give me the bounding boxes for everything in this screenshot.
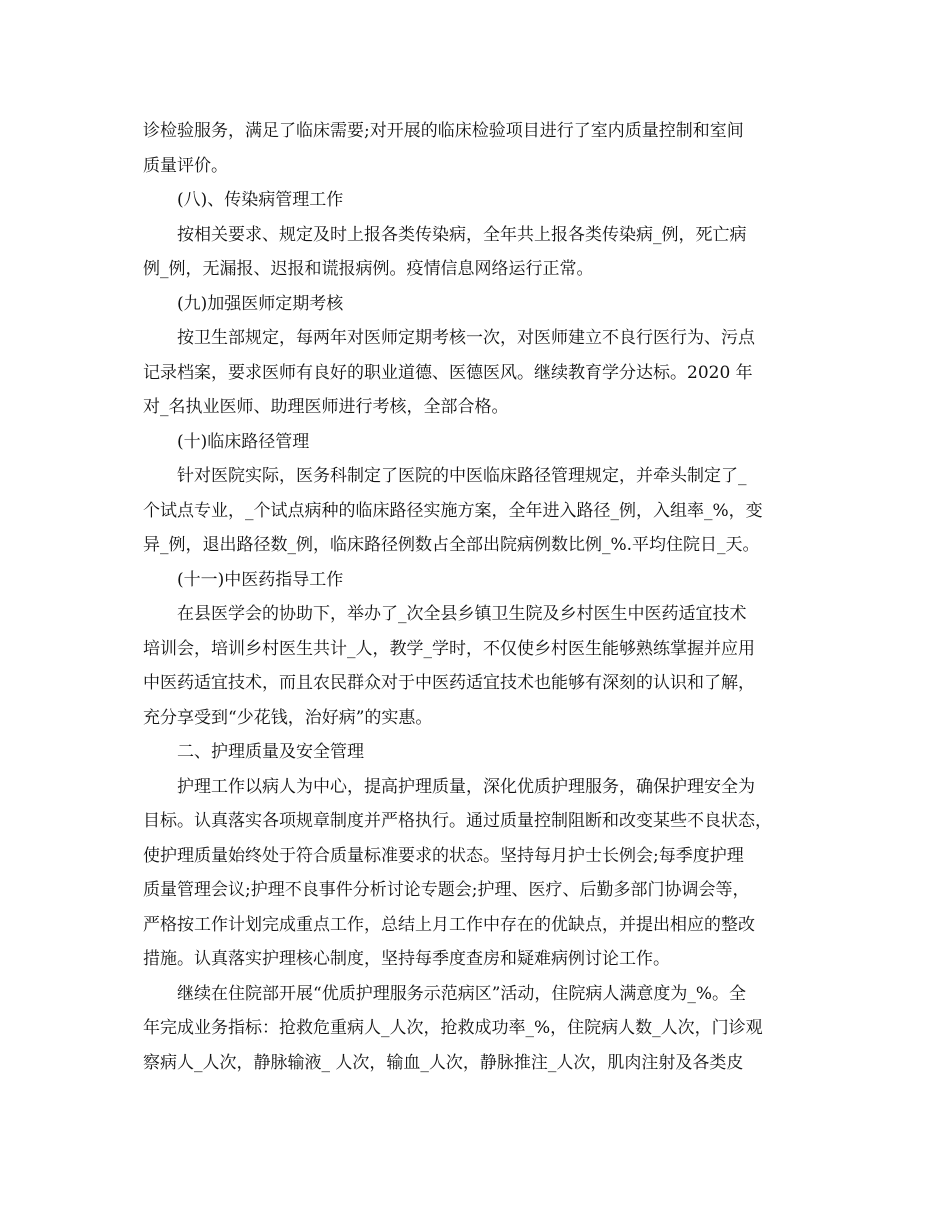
- text-line: 质量评价。: [143, 155, 228, 176]
- text-line: 异_例，退出路径数_例，临床路径例数占全部出院病例数比例_%.平均住院日_天。: [143, 535, 760, 555]
- text-line: 中医药适宜技术，而且农民群众对于中医药适宜技术也能够有深刻的认识和了解，: [143, 673, 755, 693]
- text-line: 对_名执业医师、助理医师进行考核，全部合格。: [143, 397, 509, 417]
- text-line: 针对医院实际，医务科制定了医院的中医临床路径管理规定，并牵头制定了_: [177, 466, 747, 486]
- text-line: 目标。认真落实各项规章制度并严格执行。通过质量控制阻断和改变某些不良状态，: [143, 811, 772, 831]
- text-line: 使护理质量始终处于符合质量标准要求的状态。坚持每月护士长例会;每季度护理: [143, 845, 744, 866]
- text-line: 在县医学会的协助下，举办了_次全县乡镇卫生院及乡村医生中医药适宜技术: [177, 604, 747, 624]
- text-line: (十)临床路径管理: [177, 431, 310, 452]
- text-line: 严格按工作计划完成重点工作，总结上月工作中存在的优缺点，并提出相应的整改: [143, 914, 755, 935]
- text-line: 按卫生部规定，每两年对医师定期考核一次，对医师建立不良行医行为、污点: [177, 328, 755, 348]
- document-body: [143, 114, 833, 1080]
- text-line: 察病人_人次，静脉输液_ 人次，输血_人次，静脉推注_人次，肌肉注射及各类皮: [143, 1052, 744, 1073]
- text-line: 个试点专业，_个试点病种的临床路径实施方案，全年进入路径_例，入组率_%，变: [143, 500, 763, 521]
- text-line: 培训会，培训乡村医生共计_人，教学_学时，不仅使乡村医生能够熟练掌握并应用: [143, 638, 755, 659]
- text-line: 二、护理质量及安全管理: [177, 742, 364, 762]
- text-line: 护理工作以病人为中心，提高护理质量，深化优质护理服务，确保护理安全为: [177, 776, 755, 797]
- text-line: 例_例，无漏报、迟报和谎报病例。疫情信息网络运行正常。: [143, 259, 594, 279]
- text-line: 记录档案，要求医师有良好的职业道德、医德医风。继续教育学分达标。2020 年: [143, 362, 753, 383]
- text-line: 质量管理会议;护理不良事件分析讨论专题会;护理、医疗、后勤多部门协调会等，: [143, 880, 750, 900]
- text-line: 年完成业务指标：抢救危重病人_人次，抢救成功率_%，住院病人数_人次，门诊观: [143, 1018, 763, 1038]
- text-line: 措施。认真落实护理核心制度，坚持每季度查房和疑难病例讨论工作。: [143, 949, 670, 969]
- text-line: 按相关要求、规定及时上报各类传染病，全年共上报各类传染病_例，死亡病: [177, 224, 747, 245]
- text-line: 诊检验服务，满足了临床需要;对开展的临床检验项目进行了室内质量控制和室间: [143, 121, 744, 141]
- text-line: (九)加强医师定期考核: [177, 293, 344, 314]
- text-line: 充分享受到“少花钱，治好病”的实惠。: [143, 707, 433, 728]
- text-line: (八)、传染病管理工作: [177, 190, 344, 210]
- text-line: (十一)中医药指导工作: [177, 569, 344, 590]
- text-line: 继续在住院部开展“优质护理服务示范病区”活动，住院病人满意度为_%。全: [177, 983, 747, 1004]
